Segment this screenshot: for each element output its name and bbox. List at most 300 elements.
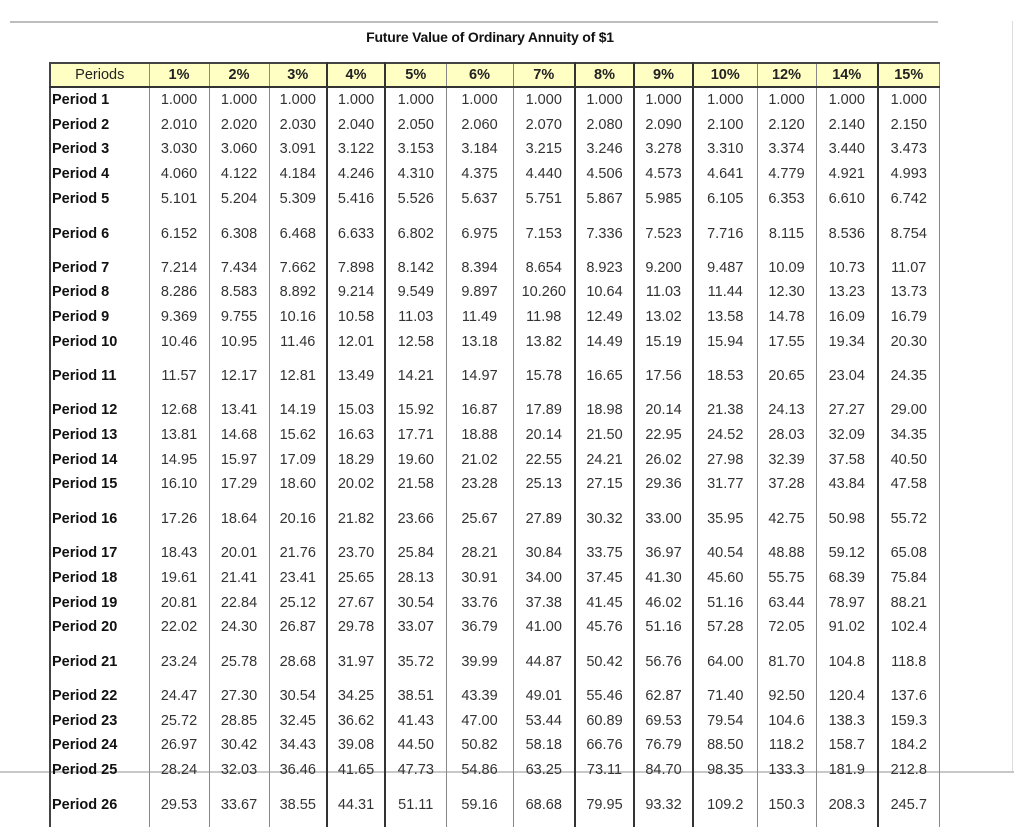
table-cell: 1.000: [757, 87, 816, 113]
table-cell: 7.523: [634, 212, 693, 256]
table-cell: 23.41: [269, 566, 327, 591]
table-cell: 92.50: [757, 684, 816, 709]
column-header-rate: 15%: [878, 63, 939, 87]
table-cell: 5.526: [385, 187, 446, 212]
table-cell: 2.120: [757, 113, 816, 138]
table-cell: 19.60: [385, 448, 446, 473]
table-cell: 4.779: [757, 162, 816, 187]
table-cell: 33.76: [446, 591, 513, 616]
table-cell: 150.3: [757, 783, 816, 827]
table-cell: 37.58: [816, 448, 878, 473]
table-cell: 43.84: [816, 472, 878, 497]
table-cell: 47.73: [385, 758, 446, 783]
period-label: Period 18: [50, 566, 149, 591]
table-cell: 13.49: [327, 354, 385, 398]
table-cell: 32.03: [209, 758, 269, 783]
table-cell: 51.16: [634, 615, 693, 640]
table-cell: 2.150: [878, 113, 939, 138]
table-cell: 21.41: [209, 566, 269, 591]
table-cell: 10.95: [209, 330, 269, 355]
column-header-rate: 14%: [816, 63, 878, 87]
table-row: [50, 615, 939, 640]
table-row: [50, 640, 939, 684]
column-header-rate: 3%: [269, 63, 327, 87]
table-row: [50, 212, 939, 256]
table-cell: 50.82: [446, 733, 513, 758]
table-cell: 57.28: [693, 615, 757, 640]
table-row: [50, 497, 939, 541]
table-cell: 184.2: [878, 733, 939, 758]
table-cell: 16.10: [149, 472, 209, 497]
table-cell: 18.29: [327, 448, 385, 473]
table-cell: 22.95: [634, 423, 693, 448]
table-cell: 41.00: [513, 615, 575, 640]
table-cell: 2.140: [816, 113, 878, 138]
table-cell: 27.67: [327, 591, 385, 616]
period-label: Period 13: [50, 423, 149, 448]
table-row: [50, 423, 939, 448]
table-cell: 35.95: [693, 497, 757, 541]
table-cell: 12.58: [385, 330, 446, 355]
table-cell: 25.67: [446, 497, 513, 541]
table-cell: 3.215: [513, 137, 575, 162]
table-cell: 5.309: [269, 187, 327, 212]
table-cell: 8.142: [385, 256, 446, 281]
table-cell: 54.86: [446, 758, 513, 783]
period-label: Period 11: [50, 354, 149, 398]
period-label: Period 8: [50, 280, 149, 305]
table-cell: 9.549: [385, 280, 446, 305]
table-cell: 4.122: [209, 162, 269, 187]
table-cell: 69.53: [634, 709, 693, 734]
table-cell: 13.02: [634, 305, 693, 330]
period-label: Period 2: [50, 113, 149, 138]
table-cell: 30.54: [269, 684, 327, 709]
table-cell: 14.95: [149, 448, 209, 473]
table-cell: 212.8: [878, 758, 939, 783]
table-cell: 7.336: [575, 212, 634, 256]
table-cell: 3.473: [878, 137, 939, 162]
table-cell: 76.79: [634, 733, 693, 758]
table-cell: 33.00: [634, 497, 693, 541]
table-cell: 5.867: [575, 187, 634, 212]
table-cell: 4.375: [446, 162, 513, 187]
table-cell: 19.34: [816, 330, 878, 355]
table-cell: 11.03: [634, 280, 693, 305]
table-cell: 18.60: [269, 472, 327, 497]
table-cell: 15.78: [513, 354, 575, 398]
table-cell: 47.00: [446, 709, 513, 734]
table-cell: 24.30: [209, 615, 269, 640]
table-cell: 63.25: [513, 758, 575, 783]
table-row: [50, 758, 939, 783]
table-cell: 118.8: [878, 640, 939, 684]
table-cell: 14.49: [575, 330, 634, 355]
table-cell: 109.2: [693, 783, 757, 827]
table-cell: 34.35: [878, 423, 939, 448]
table-cell: 7.214: [149, 256, 209, 281]
column-header-periods: Periods: [50, 63, 149, 87]
table-cell: 26.87: [269, 615, 327, 640]
table-cell: 60.89: [575, 709, 634, 734]
period-label: Period 5: [50, 187, 149, 212]
table-cell: 5.416: [327, 187, 385, 212]
table-cell: 10.64: [575, 280, 634, 305]
table-cell: 25.72: [149, 709, 209, 734]
column-header-rate: 10%: [693, 63, 757, 87]
table-cell: 32.45: [269, 709, 327, 734]
table-cell: 3.091: [269, 137, 327, 162]
table-cell: 15.97: [209, 448, 269, 473]
table-cell: 36.79: [446, 615, 513, 640]
table-cell: 1.000: [575, 87, 634, 113]
table-cell: 26.97: [149, 733, 209, 758]
table-cell: 4.921: [816, 162, 878, 187]
table-cell: 4.246: [327, 162, 385, 187]
table-cell: 3.440: [816, 137, 878, 162]
table-cell: 1.000: [269, 87, 327, 113]
table-cell: 21.58: [385, 472, 446, 497]
table-cell: 34.43: [269, 733, 327, 758]
table-row: [50, 472, 939, 497]
table-cell: 14.78: [757, 305, 816, 330]
table-cell: 81.70: [757, 640, 816, 684]
table-cell: 9.897: [446, 280, 513, 305]
table-cell: 39.99: [446, 640, 513, 684]
table-cell: 4.060: [149, 162, 209, 187]
table-cell: 28.21: [446, 541, 513, 566]
column-header-rate: 4%: [327, 63, 385, 87]
table-cell: 2.100: [693, 113, 757, 138]
table-cell: 98.35: [693, 758, 757, 783]
table-row: [50, 162, 939, 187]
table-cell: 12.30: [757, 280, 816, 305]
table-row: [50, 330, 939, 355]
table-cell: 22.02: [149, 615, 209, 640]
table-cell: 5.637: [446, 187, 513, 212]
table-cell: 31.97: [327, 640, 385, 684]
table-row: [50, 541, 939, 566]
table-cell: 20.16: [269, 497, 327, 541]
table-cell: 5.985: [634, 187, 693, 212]
table-cell: 16.65: [575, 354, 634, 398]
period-label: Period 15: [50, 472, 149, 497]
period-label: Period 4: [50, 162, 149, 187]
table-cell: 102.4: [878, 615, 939, 640]
table-cell: 23.66: [385, 497, 446, 541]
table-cell: 8.923: [575, 256, 634, 281]
table-cell: 29.78: [327, 615, 385, 640]
table-cell: 1.000: [385, 87, 446, 113]
column-header-rate: 1%: [149, 63, 209, 87]
table-cell: 21.02: [446, 448, 513, 473]
table-cell: 35.72: [385, 640, 446, 684]
table-cell: 138.3: [816, 709, 878, 734]
column-header-rate: 6%: [446, 63, 513, 87]
table-cell: 3.310: [693, 137, 757, 162]
table-cell: 8.583: [209, 280, 269, 305]
table-cell: 27.15: [575, 472, 634, 497]
table-cell: 63.44: [757, 591, 816, 616]
period-label: Period 20: [50, 615, 149, 640]
table-cell: 38.51: [385, 684, 446, 709]
table-cell: 14.21: [385, 354, 446, 398]
table-cell: 44.31: [327, 783, 385, 827]
table-cell: 79.95: [575, 783, 634, 827]
table-cell: 5.751: [513, 187, 575, 212]
table-cell: 51.16: [693, 591, 757, 616]
table-cell: 68.68: [513, 783, 575, 827]
table-cell: 11.57: [149, 354, 209, 398]
table-cell: 2.020: [209, 113, 269, 138]
table-cell: 181.9: [816, 758, 878, 783]
table-cell: 104.6: [757, 709, 816, 734]
table-cell: 23.24: [149, 640, 209, 684]
table-cell: 41.45: [575, 591, 634, 616]
table-cell: 25.78: [209, 640, 269, 684]
frame-top-border: [10, 21, 938, 23]
table-cell: 9.487: [693, 256, 757, 281]
table-cell: 1.000: [878, 87, 939, 113]
table-cell: 15.92: [385, 398, 446, 423]
table-cell: 15.94: [693, 330, 757, 355]
table-cell: 7.898: [327, 256, 385, 281]
table-row: [50, 137, 939, 162]
table-cell: 21.76: [269, 541, 327, 566]
table-cell: 29.53: [149, 783, 209, 827]
table-cell: 9.214: [327, 280, 385, 305]
table-row: [50, 783, 939, 827]
table-cell: 59.12: [816, 541, 878, 566]
table-cell: 9.200: [634, 256, 693, 281]
table-row: [50, 566, 939, 591]
table-cell: 6.105: [693, 187, 757, 212]
table-cell: 34.25: [327, 684, 385, 709]
table-cell: 30.84: [513, 541, 575, 566]
table-cell: 13.41: [209, 398, 269, 423]
table-cell: 23.04: [816, 354, 878, 398]
table-cell: 10.58: [327, 305, 385, 330]
table-cell: 18.64: [209, 497, 269, 541]
table-cell: 11.98: [513, 305, 575, 330]
table-cell: 36.62: [327, 709, 385, 734]
table-cell: 2.050: [385, 113, 446, 138]
table-cell: 55.75: [757, 566, 816, 591]
period-label: Period 12: [50, 398, 149, 423]
table-cell: 8.394: [446, 256, 513, 281]
period-label: Period 17: [50, 541, 149, 566]
table-cell: 30.91: [446, 566, 513, 591]
table-cell: 53.44: [513, 709, 575, 734]
table-cell: 28.13: [385, 566, 446, 591]
table-cell: 12.17: [209, 354, 269, 398]
table-cell: 6.742: [878, 187, 939, 212]
table-cell: 15.62: [269, 423, 327, 448]
table-cell: 6.802: [385, 212, 446, 256]
header-row: [50, 63, 939, 87]
table-cell: 133.3: [757, 758, 816, 783]
period-label: Period 25: [50, 758, 149, 783]
table-cell: 42.75: [757, 497, 816, 541]
table-cell: 4.310: [385, 162, 446, 187]
table-cell: 20.14: [513, 423, 575, 448]
period-label: Period 19: [50, 591, 149, 616]
table-cell: 19.61: [149, 566, 209, 591]
table-row: [50, 709, 939, 734]
table-cell: 17.09: [269, 448, 327, 473]
table-cell: 208.3: [816, 783, 878, 827]
table-row: [50, 448, 939, 473]
table-cell: 1.000: [327, 87, 385, 113]
table-cell: 21.50: [575, 423, 634, 448]
column-header-rate: 9%: [634, 63, 693, 87]
table-cell: 11.07: [878, 256, 939, 281]
table-cell: 12.49: [575, 305, 634, 330]
table-cell: 2.080: [575, 113, 634, 138]
table-cell: 20.81: [149, 591, 209, 616]
table-cell: 29.36: [634, 472, 693, 497]
table-cell: 2.040: [327, 113, 385, 138]
annuity-table: [49, 62, 940, 827]
table-cell: 17.26: [149, 497, 209, 541]
table-cell: 27.89: [513, 497, 575, 541]
table-cell: 15.03: [327, 398, 385, 423]
table-cell: 245.7: [878, 783, 939, 827]
table-cell: 159.3: [878, 709, 939, 734]
table-cell: 7.716: [693, 212, 757, 256]
table-cell: 13.58: [693, 305, 757, 330]
table-cell: 24.21: [575, 448, 634, 473]
table-cell: 13.23: [816, 280, 878, 305]
table-cell: 104.8: [816, 640, 878, 684]
table-cell: 75.84: [878, 566, 939, 591]
frame-right-border: [1012, 21, 1013, 773]
table-cell: 30.42: [209, 733, 269, 758]
period-label: Period 1: [50, 87, 149, 113]
table-cell: 32.09: [816, 423, 878, 448]
table-cell: 8.754: [878, 212, 939, 256]
table-cell: 11.03: [385, 305, 446, 330]
table-cell: 9.369: [149, 305, 209, 330]
table-cell: 37.28: [757, 472, 816, 497]
table-cell: 18.88: [446, 423, 513, 448]
table-cell: 13.82: [513, 330, 575, 355]
table-cell: 10.16: [269, 305, 327, 330]
table-cell: 37.45: [575, 566, 634, 591]
table-cell: 12.68: [149, 398, 209, 423]
table-cell: 4.506: [575, 162, 634, 187]
table-cell: 84.70: [634, 758, 693, 783]
table-cell: 14.19: [269, 398, 327, 423]
table-cell: 21.38: [693, 398, 757, 423]
table-cell: 6.152: [149, 212, 209, 256]
table-cell: 41.30: [634, 566, 693, 591]
table-cell: 13.81: [149, 423, 209, 448]
table-cell: 4.184: [269, 162, 327, 187]
table-cell: 8.892: [269, 280, 327, 305]
table-cell: 58.18: [513, 733, 575, 758]
table-cell: 2.010: [149, 113, 209, 138]
table-cell: 3.153: [385, 137, 446, 162]
table-cell: 29.00: [878, 398, 939, 423]
table-cell: 10.260: [513, 280, 575, 305]
table-cell: 15.19: [634, 330, 693, 355]
table-cell: 51.11: [385, 783, 446, 827]
table-cell: 20.30: [878, 330, 939, 355]
table-cell: 6.308: [209, 212, 269, 256]
table-cell: 59.16: [446, 783, 513, 827]
column-header-rate: 8%: [575, 63, 634, 87]
table-cell: 137.6: [878, 684, 939, 709]
table-row: [50, 305, 939, 330]
table-cell: 23.28: [446, 472, 513, 497]
table-cell: 36.46: [269, 758, 327, 783]
table-cell: 118.2: [757, 733, 816, 758]
table-cell: 1.000: [209, 87, 269, 113]
table-cell: 6.610: [816, 187, 878, 212]
table-cell: 41.65: [327, 758, 385, 783]
table-cell: 73.11: [575, 758, 634, 783]
table-cell: 25.13: [513, 472, 575, 497]
table-cell: 36.97: [634, 541, 693, 566]
table-row: [50, 87, 939, 113]
table-cell: 33.07: [385, 615, 446, 640]
table-cell: 2.030: [269, 113, 327, 138]
table-cell: 1.000: [513, 87, 575, 113]
table-cell: 2.090: [634, 113, 693, 138]
column-header-rate: 12%: [757, 63, 816, 87]
table-cell: 17.29: [209, 472, 269, 497]
table-cell: 28.03: [757, 423, 816, 448]
table-cell: 120.4: [816, 684, 878, 709]
table-cell: 3.246: [575, 137, 634, 162]
table-cell: 14.68: [209, 423, 269, 448]
table-cell: 34.00: [513, 566, 575, 591]
table-cell: 23.70: [327, 541, 385, 566]
table-cell: 26.02: [634, 448, 693, 473]
table-cell: 16.63: [327, 423, 385, 448]
table-cell: 62.87: [634, 684, 693, 709]
table-cell: 3.060: [209, 137, 269, 162]
table-cell: 2.070: [513, 113, 575, 138]
table-cell: 3.184: [446, 137, 513, 162]
table-cell: 8.286: [149, 280, 209, 305]
table-cell: 40.50: [878, 448, 939, 473]
table-cell: 3.122: [327, 137, 385, 162]
table-cell: 12.01: [327, 330, 385, 355]
period-label: Period 14: [50, 448, 149, 473]
table-cell: 11.49: [446, 305, 513, 330]
table-cell: 55.72: [878, 497, 939, 541]
table-cell: 38.55: [269, 783, 327, 827]
table-cell: 11.44: [693, 280, 757, 305]
table-cell: 7.434: [209, 256, 269, 281]
period-label: Period 24: [50, 733, 149, 758]
period-label: Period 23: [50, 709, 149, 734]
table-cell: 16.87: [446, 398, 513, 423]
table-cell: 17.71: [385, 423, 446, 448]
column-header-rate: 5%: [385, 63, 446, 87]
table-cell: 7.662: [269, 256, 327, 281]
annuity-table-container: [49, 62, 940, 813]
table-cell: 39.08: [327, 733, 385, 758]
table-cell: 25.84: [385, 541, 446, 566]
table-row: [50, 256, 939, 281]
period-label: Period 6: [50, 212, 149, 256]
table-row: [50, 187, 939, 212]
period-label: Period 22: [50, 684, 149, 709]
table-cell: 10.73: [816, 256, 878, 281]
